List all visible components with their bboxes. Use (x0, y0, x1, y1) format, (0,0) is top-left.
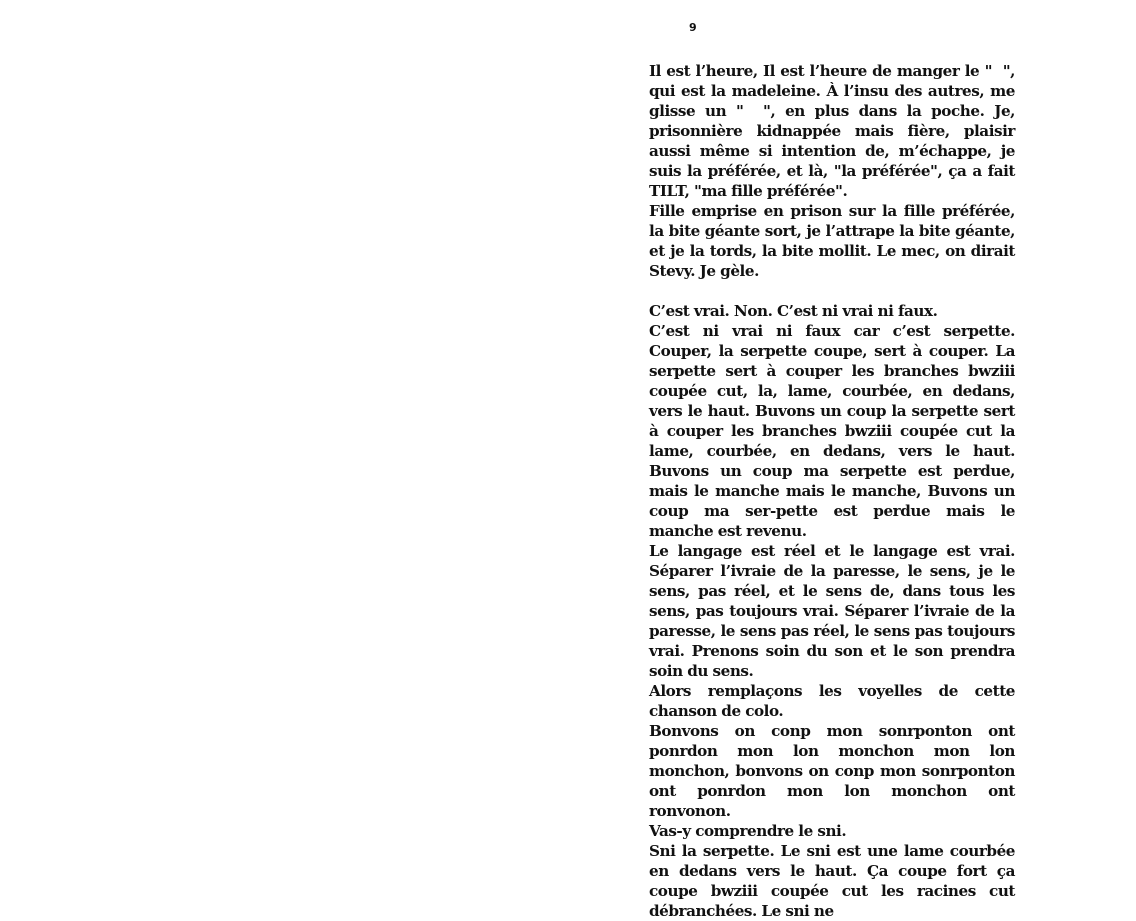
paragraph-madeleine: Il est l’heure, Il est l’heure de manger le " ", qui est la madeleine. À l’insu des autres, me glisse un " ", en plus dans la poche. Je, prisonnière kidnappée mais fière, plaisir aussi même si intention de, m’échappe, je suis la préférée, et là, "la préférée", ça a fait TILT, "ma fille préférée". (649, 62, 1015, 200)
paragraph-prison: Fille emprise en prison sur la fille préférée, la bite géante sort, je l’attrape la bite géante, et je la tords, la bite mollit. Le mec, on dirait Stevy. Je gèle. (649, 202, 1015, 280)
paragraph-sni: Sni la serpette. Le sni est une lame courbée en dedans vers le haut. Ça coupe fort ça coupe bwziii coupée cut les racines cut débranchées. Le sni ne (649, 842, 1015, 920)
paragraph-blank-line (649, 281, 1015, 301)
paragraph-serpette: C’est ni vrai ni faux car c’est serpette. Couper, la serpette coupe, sert à couper. La serpette sert à couper les branches bwziii coupée cut, la, lame, courbée, en dedans, vers le haut. Buvons un coup la serpette sert à couper les branches bwziii coupée cut la lame, courbée, en dedans, vers le haut. Buvons un coup ma serpette est perdue, mais le manche mais le manche, Buvons un coup ma ser-pette est perdue mais le manche est revenu. (649, 322, 1015, 540)
paragraph-bonvons: Bonvons on conp mon sonrponton ont ponrdon mon lon monchon mon lon monchon, bonvons on conp mon sonrponton ont ponrdon mon lon monchon ont ronvonon. (649, 722, 1015, 820)
paragraph-vrai-faux: C’est vrai. Non. C’est ni vrai ni faux. (649, 302, 938, 320)
body-text (649, 61, 1015, 921)
paragraph-voyelles: Alors remplaçons les voyelles de cette chanson de colo. (649, 682, 1015, 720)
page-number: 9 (689, 21, 697, 34)
paragraph-langage: Le langage est réel et le langage est vrai. Séparer l’ivraie de la paresse, le sens, je le sens, pas réel, et le sens de, dans tous les sens, pas toujours vrai. Séparer l’ivraie de la paresse, le sens pas réel, le sens pas toujours vrai. Prenons soin du son et le son prendra soin du sens. (649, 542, 1015, 680)
paragraph-comprendre: Vas-y comprendre le sni. (649, 822, 847, 840)
